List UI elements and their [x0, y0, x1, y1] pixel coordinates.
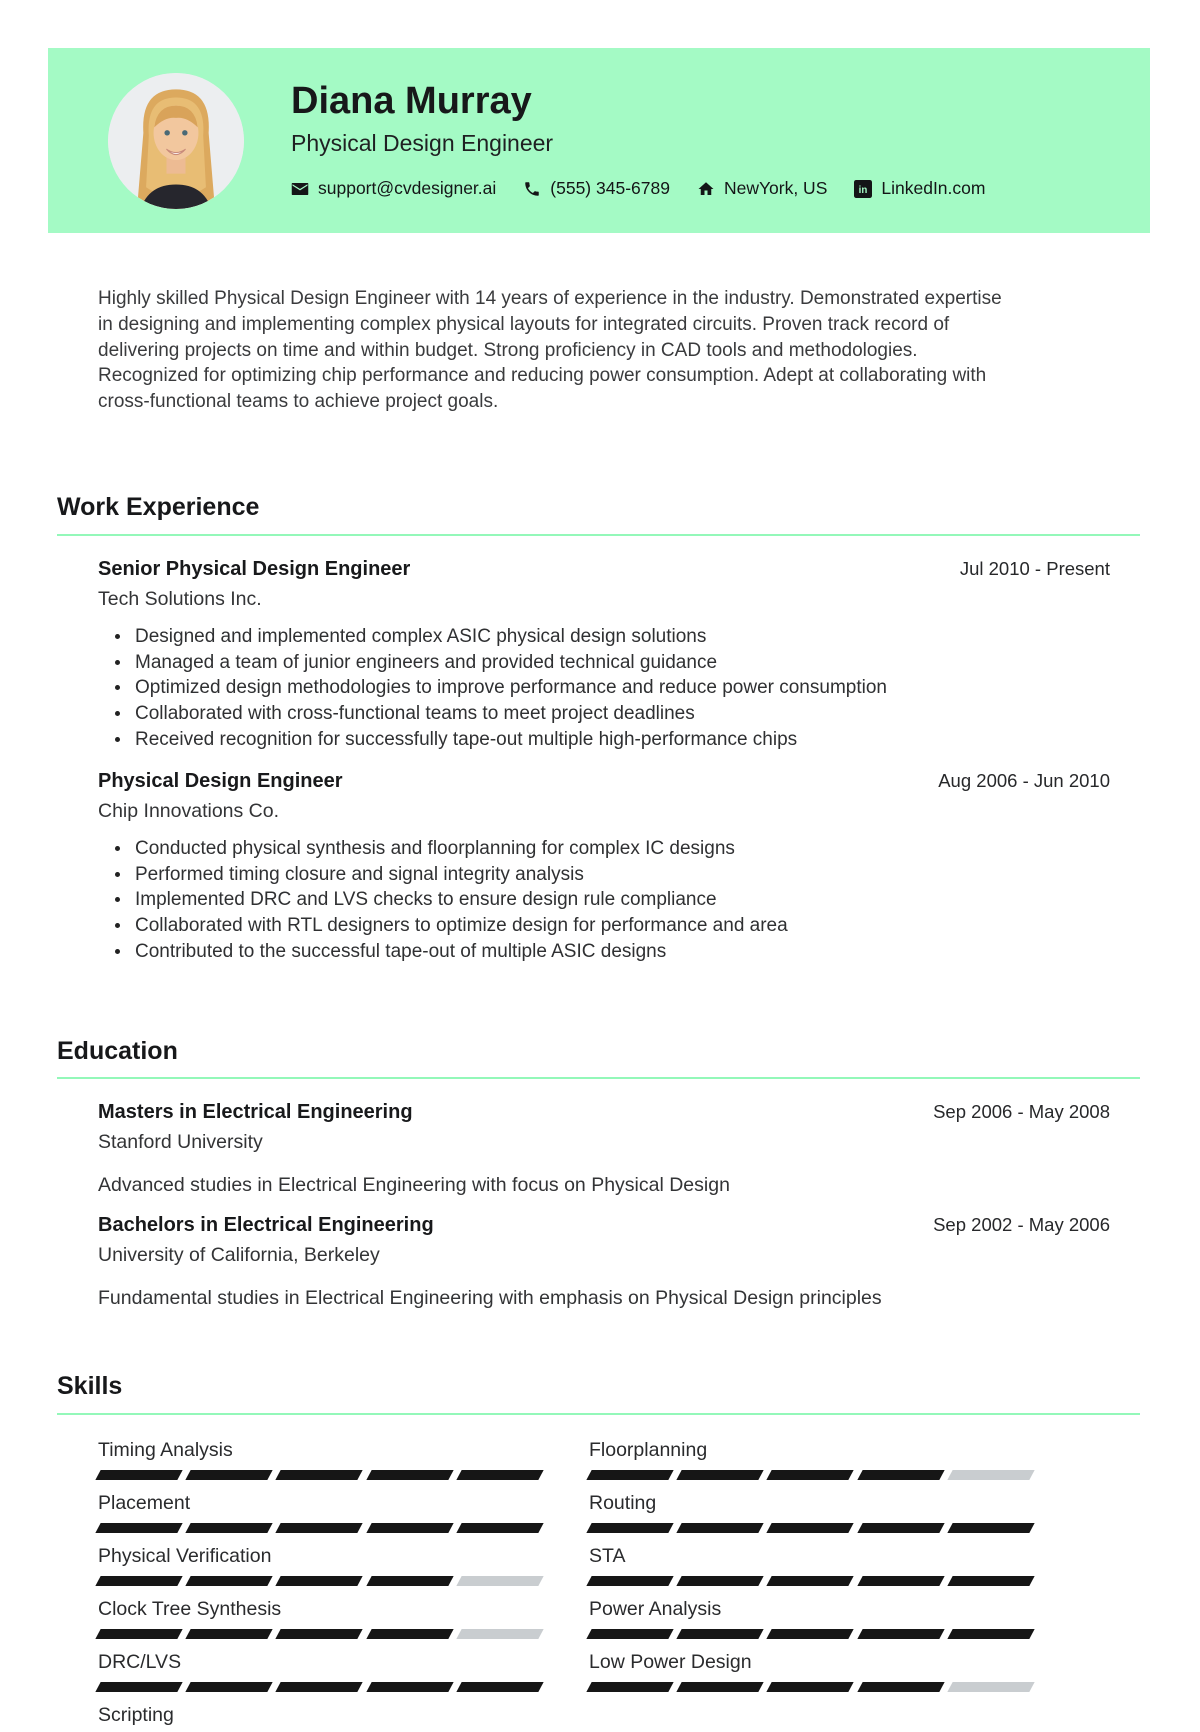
skill-segment-filled: [276, 1576, 364, 1586]
job-bullet: Collaborated with RTL designers to optimize design for performance and area: [135, 913, 1110, 939]
skill-segment-filled: [586, 1523, 674, 1533]
skill-name: STA: [589, 1545, 626, 1568]
linkedin-icon: [854, 180, 872, 198]
header-info: [291, 79, 986, 200]
degree-description: Fundamental studies in Electrical Engineering with emphasis on Physical Design principles: [98, 1287, 882, 1310]
job-bullet: Contributed to the successful tape-out of multiple ASIC designs: [135, 939, 1110, 965]
job-bullet: Collaborated with cross-functional teams to meet project deadlines: [135, 701, 1110, 727]
skill-segment-filled: [186, 1470, 274, 1480]
skill-item: [589, 1439, 1032, 1480]
skill-segment-filled: [947, 1576, 1035, 1586]
skill-level-bar: [589, 1523, 1032, 1533]
contact-item: [291, 178, 496, 199]
contact-item: [697, 178, 827, 199]
job-bullet: Received recognition for successfully tape-out multiple high-performance chips: [135, 727, 1110, 753]
skill-item: [589, 1598, 1032, 1639]
skill-segment-filled: [366, 1523, 454, 1533]
skill-segment-filled: [947, 1523, 1035, 1533]
job-company: Chip Innovations Co.: [98, 799, 280, 822]
skill-item: [98, 1492, 541, 1533]
degree-description: Advanced studies in Electrical Engineering with focus on Physical Design: [98, 1174, 730, 1197]
section-skills: [57, 1372, 1140, 1726]
contact-text: NewYork, US: [723, 178, 828, 199]
skill-segment-filled: [95, 1576, 183, 1586]
skill-item: [589, 1651, 1032, 1692]
job-bullet-list: [98, 836, 1110, 965]
skill-name: Scripting: [98, 1704, 174, 1727]
skill-segment-filled: [456, 1523, 544, 1533]
skill-item: [589, 1492, 1032, 1533]
skill-segment-filled: [586, 1629, 674, 1639]
skill-name: Clock Tree Synthesis: [98, 1598, 282, 1621]
skills-grid: [98, 1439, 1032, 1726]
contact-text: (555) 345-6789: [550, 178, 670, 199]
phone-icon: [523, 180, 541, 198]
home-icon: [697, 180, 715, 198]
skill-segment-filled: [366, 1629, 454, 1639]
skill-name: Power Analysis: [589, 1598, 722, 1621]
job-entry: [98, 770, 1110, 965]
job-title: Physical Design Engineer: [98, 769, 343, 792]
svg-text:in: in: [859, 185, 868, 197]
job-entry-header: [98, 770, 1110, 793]
skill-item: [98, 1439, 541, 1480]
skill-item: [589, 1545, 1032, 1586]
section-work-experience: [57, 493, 1140, 965]
contact-text: support@cvdesigner.ai: [318, 178, 497, 199]
section-divider: [57, 1413, 1140, 1415]
skill-segment-filled: [186, 1576, 274, 1586]
skill-segment-filled: [677, 1470, 765, 1480]
degree-entry-header: [98, 1101, 1110, 1124]
degree-entry: [98, 1214, 1110, 1310]
contact-item: [854, 178, 985, 199]
skill-segment-filled: [677, 1576, 765, 1586]
skill-segment-filled: [857, 1470, 945, 1480]
skill-segment-empty: [947, 1470, 1035, 1480]
degree-school: Stanford University: [98, 1131, 263, 1154]
skill-segment-filled: [276, 1629, 364, 1639]
skill-name: Timing Analysis: [98, 1439, 233, 1462]
person-name: Diana Murray: [291, 79, 532, 122]
skill-name: Floorplanning: [589, 1439, 708, 1462]
skill-segment-filled: [586, 1576, 674, 1586]
skill-level-bar: [98, 1576, 541, 1586]
job-entry: [98, 558, 1110, 753]
skill-segment-filled: [767, 1576, 855, 1586]
skill-segment-filled: [456, 1470, 544, 1480]
skill-level-bar: [589, 1629, 1032, 1639]
degree-title: Masters in Electrical Engineering: [98, 1101, 413, 1124]
skill-segment-filled: [677, 1629, 765, 1639]
skill-segment-filled: [586, 1470, 674, 1480]
skill-level-bar: [589, 1576, 1032, 1586]
work-experience-heading: Work Experience: [57, 492, 260, 521]
job-bullet: Optimized design methodologies to improve performance and reduce power consumption: [135, 675, 1110, 701]
degree-entry: [98, 1101, 1110, 1197]
skill-segment-filled: [947, 1629, 1035, 1639]
job-bullet: Managed a team of junior engineers and provided technical guidance: [135, 650, 1110, 676]
skill-segment-filled: [366, 1470, 454, 1480]
resume-header: [48, 48, 1150, 233]
skill-item: [98, 1651, 541, 1692]
skill-segment-filled: [95, 1470, 183, 1480]
summary-paragraph: Highly skilled Physical Design Engineer with 14 years of experience in the industry. Demonstrated expertise in designing and implementing complex physical layouts for integrated circuits. Proven track record of delivering projects on time and within budget. Strong proficiency in CAD tools and methodologies. Recognized for optimizing chip performance and reducing power consumption. Adept at collaborating with cross-functional teams to achieve project goals.: [98, 288, 1002, 413]
avatar-illustration: [108, 73, 244, 209]
skill-segment-empty: [456, 1576, 544, 1586]
degree-dates: Sep 2006 - May 2008: [933, 1101, 1110, 1123]
skill-name: DRC/LVS: [98, 1651, 182, 1674]
skill-name: Low Power Design: [589, 1651, 752, 1674]
skill-segment-filled: [95, 1629, 183, 1639]
job-bullet: Designed and implemented complex ASIC physical design solutions: [135, 624, 1110, 650]
degree-entry-header: [98, 1214, 1110, 1237]
skill-item: [98, 1704, 541, 1726]
degree-dates: Sep 2002 - May 2006: [933, 1214, 1110, 1236]
section-divider: [57, 534, 1140, 536]
skill-segment-filled: [857, 1576, 945, 1586]
job-bullet: Implemented DRC and LVS checks to ensure design rule compliance: [135, 887, 1110, 913]
skill-segment-filled: [366, 1576, 454, 1586]
job-dates: Jul 2010 - Present: [959, 557, 1110, 579]
section-divider: [57, 1077, 1140, 1079]
contact-item: [523, 178, 670, 199]
skills-heading: Skills: [57, 1372, 123, 1401]
contact-row: [291, 178, 985, 199]
email-icon: [291, 180, 309, 198]
job-bullet: Conducted physical synthesis and floorplanning for complex IC designs: [135, 836, 1110, 862]
job-dates: Aug 2006 - Jun 2010: [938, 769, 1110, 791]
skill-segment-filled: [857, 1523, 945, 1533]
profile-photo: [108, 73, 244, 209]
job-bullet: Performed timing closure and signal integrity analysis: [135, 862, 1110, 888]
job-entries: [98, 558, 1110, 965]
skill-name: Routing: [589, 1492, 657, 1515]
job-company: Tech Solutions Inc.: [98, 587, 262, 610]
skill-segment-empty: [456, 1629, 544, 1639]
skill-level-bar: [98, 1629, 541, 1639]
skill-segment-filled: [95, 1523, 183, 1533]
contact-text: LinkedIn.com: [881, 178, 986, 199]
skill-segment-filled: [186, 1629, 274, 1639]
skill-segment-filled: [767, 1523, 855, 1533]
job-entry-header: [98, 558, 1110, 581]
skill-segment-filled: [276, 1523, 364, 1533]
degree-entries: [98, 1101, 1110, 1310]
degree-title: Bachelors in Electrical Engineering: [98, 1214, 434, 1237]
skill-segment-filled: [767, 1629, 855, 1639]
degree-school: University of California, Berkeley: [98, 1244, 380, 1267]
skill-segment-filled: [857, 1629, 945, 1639]
person-job-title: Physical Design Engineer: [291, 130, 554, 157]
skill-name: Physical Verification: [98, 1545, 272, 1568]
skill-segment-filled: [677, 1523, 765, 1533]
section-education: [57, 1037, 1140, 1311]
resume-page: [0, 48, 1200, 1726]
skill-level-bar: [98, 1470, 541, 1480]
skill-segment-filled: [276, 1470, 364, 1480]
job-bullet-list: [98, 624, 1110, 753]
skill-segment-filled: [186, 1523, 274, 1533]
skill-segment-filled: [767, 1470, 855, 1480]
skill-item: [98, 1598, 541, 1639]
job-title: Senior Physical Design Engineer: [98, 557, 411, 580]
skill-name: Placement: [98, 1492, 191, 1515]
skill-level-bar: [98, 1523, 541, 1533]
skill-level-bar: [589, 1470, 1032, 1480]
skill-item: [98, 1545, 541, 1586]
education-heading: Education: [57, 1036, 178, 1065]
